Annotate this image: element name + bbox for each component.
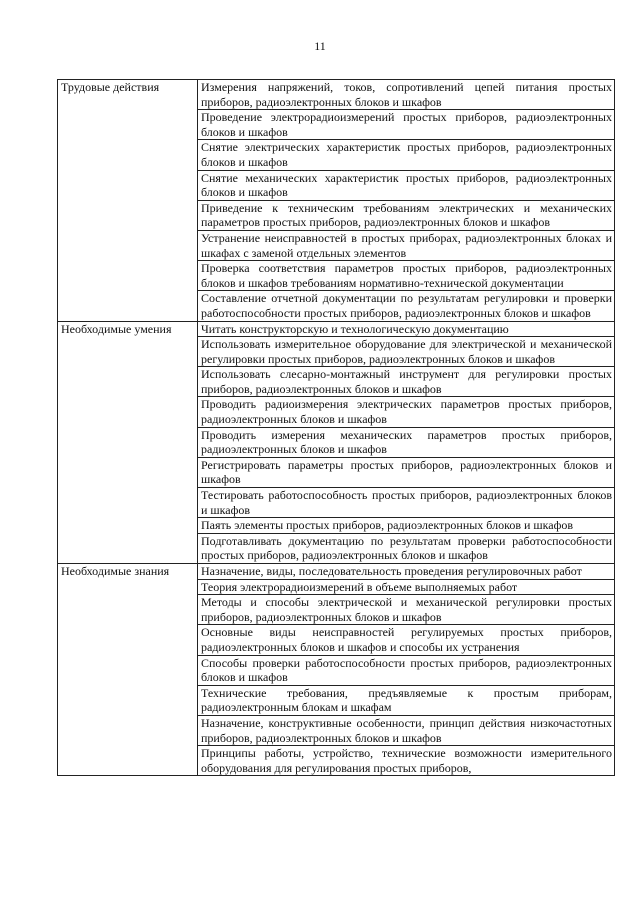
requirement-item: Читать конструкторскую и технологическую документацию (198, 321, 615, 337)
requirement-item: Тестировать работоспособность простых приборов, радиоэлектронных блоков и шкафов (198, 488, 615, 518)
requirement-item: Методы и способы электрической и механической регулировки простых приборов, радиоэлектронных блоков и шкафов (198, 595, 615, 625)
requirement-item: Назначение, конструктивные особенности, принцип действия низкочастотных приборов, радиоэлектронных блоков и шкафов (198, 715, 615, 745)
requirement-item: Подготавливать документацию по результатам проверки работоспособности простых приборов, радиоэлектронных блоков и шкафов (198, 533, 615, 563)
requirement-item: Устранение неисправностей в простых приборах, радиоэлектронных блоках и шкафах с заменой отдельных элементов (198, 230, 615, 260)
requirement-item: Проводить радиоизмерения электрических параметров простых приборов, радиоэлектронных блоков и шкафов (198, 397, 615, 427)
requirement-item: Технические требования, предъявляемые к простым приборам, радиоэлектронным блокам и шкафам (198, 685, 615, 715)
requirement-item: Использовать измерительное оборудование для электрической и механической регулировки простых приборов, радиоэлектронных блоков и шкафов (198, 337, 615, 367)
requirement-item: Основные виды неисправностей регулируемых простых приборов, радиоэлектронных блоков и шкафов и способы их устранения (198, 625, 615, 655)
section-title-required-skills: Необходимые умения (58, 321, 198, 564)
requirement-item: Снятие электрических характеристик простых приборов, радиоэлектронных блоков и шкафов (198, 140, 615, 170)
requirement-item: Теория электрорадиоизмерений в объеме выполняемых работ (198, 579, 615, 595)
requirement-item: Регистрировать параметры простых приборов, радиоэлектронных блоков и шкафов (198, 457, 615, 487)
section-title-required-knowledge: Необходимые знания (58, 564, 198, 776)
requirement-item: Составление отчетной документации по результатам регулировки и проверки работоспособности простых приборов, радиоэлектронных блоков и шкафов (198, 291, 615, 321)
table-row (58, 80, 615, 110)
requirement-item: Использовать слесарно-монтажный инструмент для регулировки простых приборов, радиоэлектронных блоков и шкафов (198, 367, 615, 397)
section-title-labor-actions: Трудовые действия (58, 80, 198, 322)
requirement-item: Проведение электрорадиоизмерений простых приборов, радиоэлектронных блоков и шкафов (198, 110, 615, 140)
requirement-item: Паять элементы простых приборов, радиоэлектронных блоков и шкафов (198, 518, 615, 534)
requirement-item: Приведение к техническим требованиям электрических и механических параметров простых приборов, радиоэлектронных блоков и шкафов (198, 200, 615, 230)
table-row (58, 321, 615, 337)
table-row (58, 564, 615, 580)
requirement-item: Проводить измерения механических параметров простых приборов, радиоэлектронных блоков и шкафов (198, 427, 615, 457)
page-number: 11 (314, 39, 326, 53)
requirement-item: Способы проверки работоспособности простых приборов, радиоэлектронных блоков и шкафов (198, 655, 615, 685)
requirement-item: Назначение, виды, последовательность проведения регулировочных работ (198, 564, 615, 580)
requirement-item: Снятие механических характеристик простых приборов, радиоэлектронных блоков и шкафов (198, 170, 615, 200)
requirements-table (57, 79, 615, 776)
requirement-item: Измерения напряжений, токов, сопротивлений цепей питания простых приборов, радиоэлектронных блоков и шкафов (198, 80, 615, 110)
requirement-item: Проверка соответствия параметров простых приборов, радиоэлектронных блоков и шкафов требованиям нормативно-технической документации (198, 261, 615, 291)
requirement-item: Принципы работы, устройство, технические возможности измерительного оборудования для регулирования простых приборов, (198, 746, 615, 776)
